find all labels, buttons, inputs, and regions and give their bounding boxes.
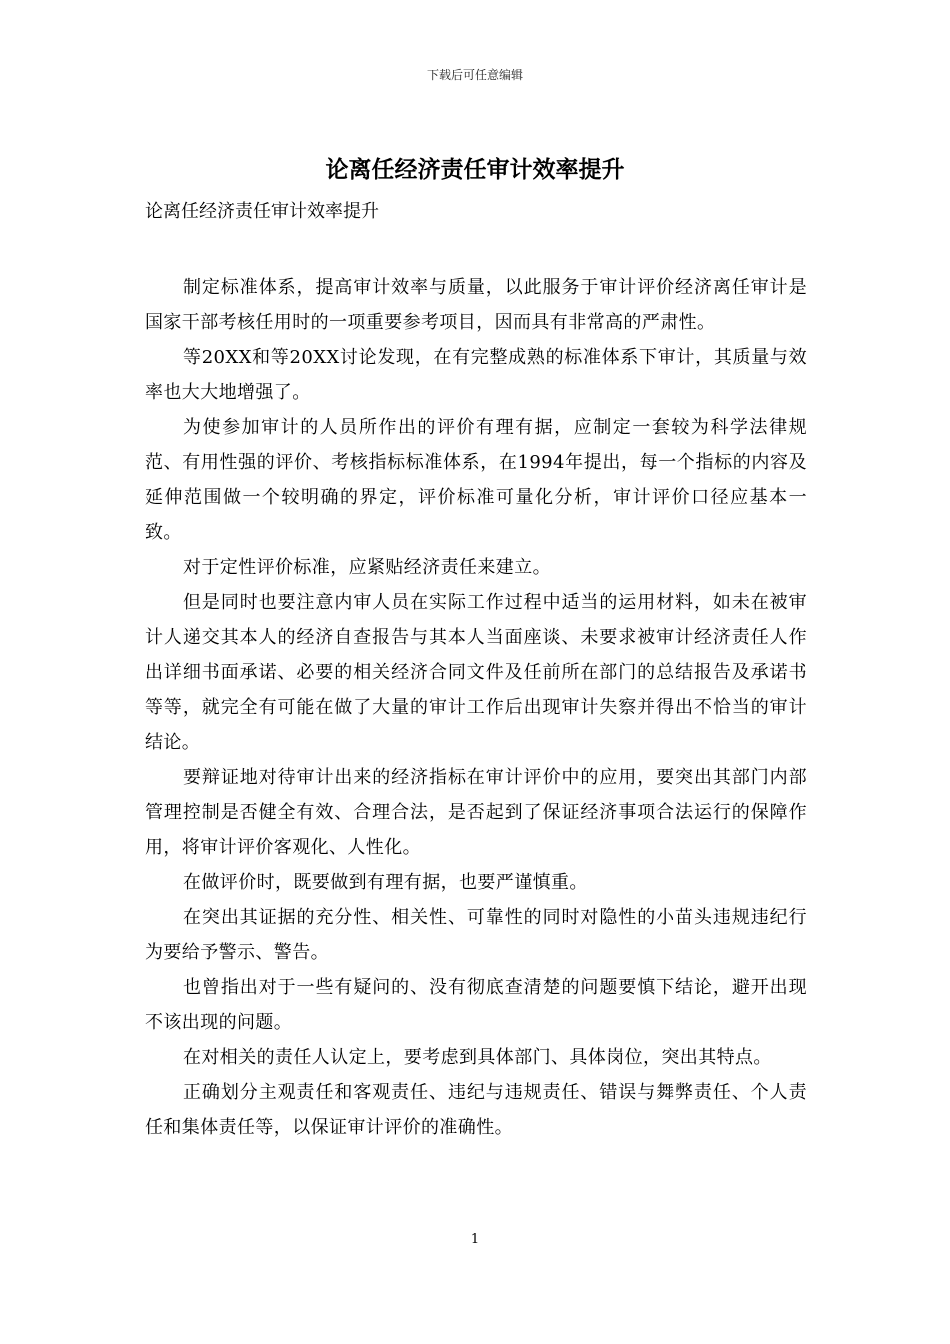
document-body [145,270,807,1145]
body-paragraph: 正确划分主观责任和客观责任、违纪与违规责任、错误与舞弊责任、个人责任和集体责任等，以保证审计评价的准确性。 [145,1082,807,1138]
document-subtitle: 论离任经济责任审计效率提升 [145,201,379,222]
body-paragraph: 在做评价时，既要做到有理有据，也要严谨慎重。 [183,872,588,893]
body-paragraph: 但是同时也要注意内审人员在实际工作过程中适当的运用材料，如未在被审计人递交其本人的经济自查报告与其本人当面座谈、未要求被审计经济责任人作出详细书面承诺、必要的相关经济合同文件及任前所在部门的总结报告及承诺书等等，就完全有可能在做了大量的审计工作后出现审计失察并得出不恰当的审计结论。 [145,592,807,753]
header-note: 下载后可任意编辑 [426,68,523,82]
body-paragraph: 等20XX和等20XX讨论发现，在有完整成熟的标准体系下审计，其质量与效率也大大地增强了。 [145,347,807,403]
body-paragraph: 制定标准体系，提高审计效率与质量，以此服务于审计评价经济离任审计是国家干部考核任用时的一项重要参考项目，因而具有非常高的严肃性。 [145,277,807,333]
body-paragraph: 也曾指出对于一些有疑问的、没有彻底查清楚的问题要慎下结论，避开出现不该出现的问题。 [145,977,807,1033]
body-paragraph: 要辩证地对待审计出来的经济指标在审计评价中的应用，要突出其部门内部管理控制是否健全有效、合理合法，是否起到了保证经济事项合法运行的保障作用，将审计评价客观化、人性化。 [145,767,807,858]
body-paragraph: 对于定性评价标准，应紧贴经济责任来建立。 [183,557,551,578]
page-number: 1 [470,1232,480,1247]
document-title: 论离任经济责任审计效率提升 [325,156,625,183]
body-paragraph: 在对相关的责任人认定上，要考虑到具体部门、具体岗位，突出其特点。 [183,1047,772,1068]
body-paragraph: 为使参加审计的人员所作出的评价有理有据，应制定一套较为科学法律规范、有用性强的评价、考核指标标准体系，在1994年提出，每一个指标的内容及延伸范围做一个较明确的界定，评价标准可量化分析，审计评价口径应基本一致。 [145,417,807,543]
body-paragraph: 在突出其证据的充分性、相关性、可靠性的同时对隐性的小苗头违规违纪行为要给予警示、警告。 [145,907,807,963]
